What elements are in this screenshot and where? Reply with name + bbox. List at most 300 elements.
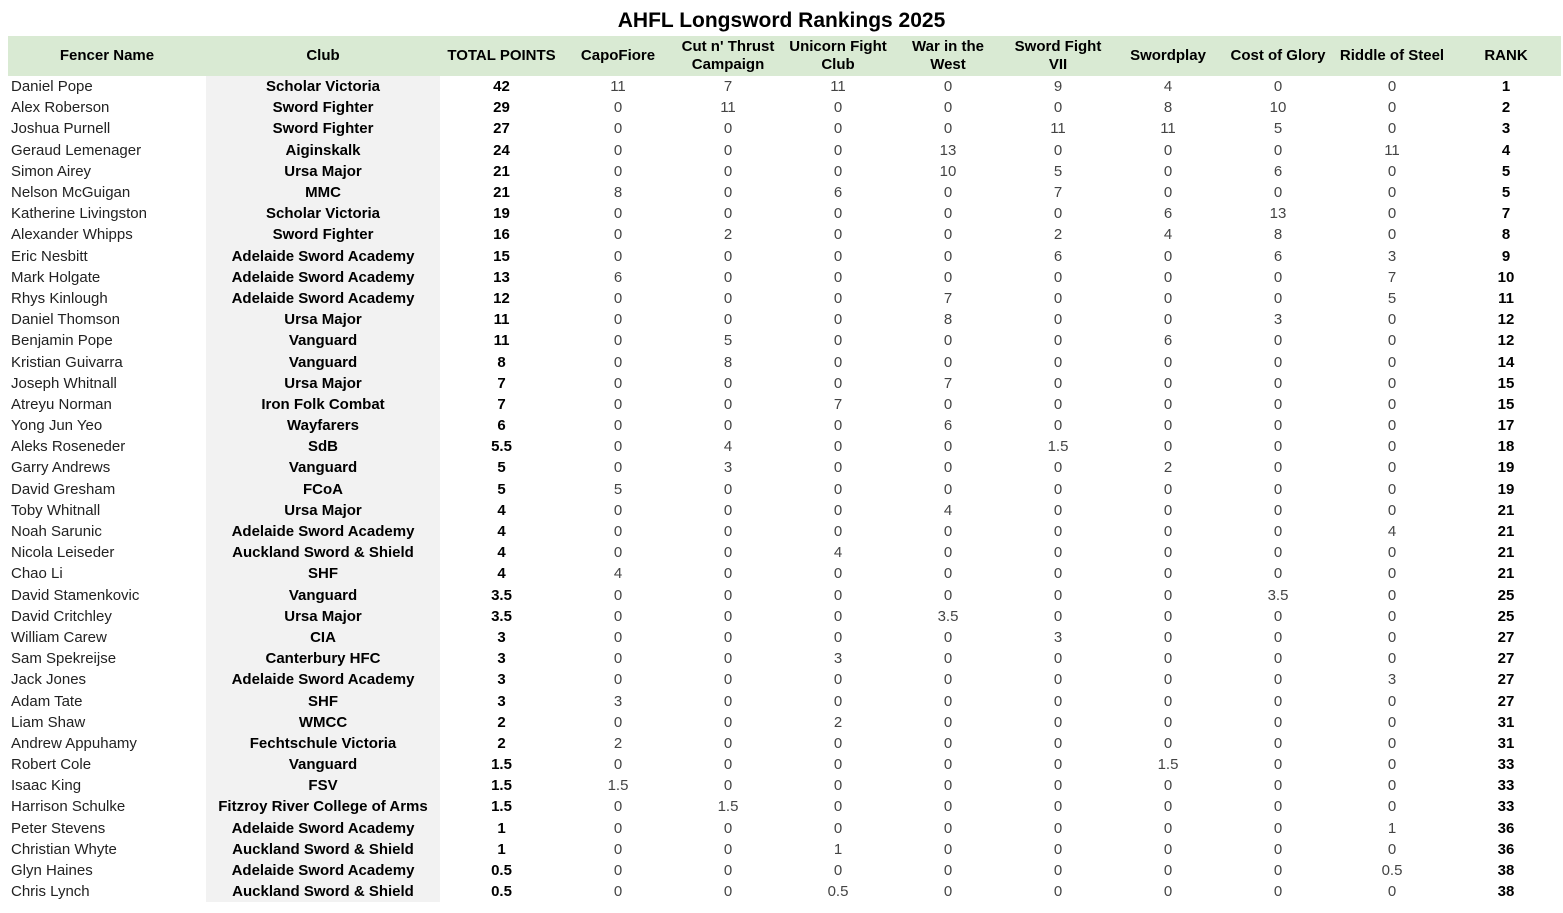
- total-points-cell: 0.5: [491, 883, 512, 901]
- event-score-cell: 0: [1163, 713, 1173, 731]
- club-cell: Fitzroy River College of Arms: [206, 796, 440, 817]
- event-score-cell: 0: [833, 268, 843, 286]
- club-cell: SHF: [206, 690, 440, 711]
- event-score-cell: 0: [1273, 565, 1283, 583]
- total-points-cell: 6: [497, 417, 506, 435]
- event-score-cell: 0: [1273, 501, 1283, 519]
- event-score-cell: 4: [1387, 523, 1397, 541]
- event-score-cell: 0: [943, 840, 953, 858]
- event-score-cell: 10: [939, 162, 957, 180]
- event-score-cell: 0: [1053, 671, 1063, 689]
- rank-cell: 1: [1501, 78, 1511, 96]
- event-score-cell: 7: [943, 289, 953, 307]
- total-points-cell: 1: [497, 840, 506, 858]
- rank-cell: 5: [1501, 162, 1511, 180]
- total-points-cell: 3: [497, 692, 506, 710]
- event-score-cell: 0: [1053, 141, 1063, 159]
- total-points-cell: 5.5: [491, 438, 512, 456]
- fencer-name-cell: Aleks Roseneder: [11, 438, 126, 456]
- table-row: [8, 818, 1561, 839]
- event-score-cell: 0: [943, 480, 953, 498]
- table-row: [8, 712, 1561, 733]
- event-score-cell: 2: [1163, 459, 1173, 477]
- event-score-cell: 10: [1269, 99, 1287, 117]
- event-score-cell: 0: [1163, 607, 1173, 625]
- event-score-cell: 0: [833, 353, 843, 371]
- event-score-cell: 0: [613, 798, 623, 816]
- event-score-cell: 0: [833, 99, 843, 117]
- event-score-cell: 0.5: [827, 883, 849, 901]
- event-score-cell: 0: [723, 289, 733, 307]
- event-score-cell: 0: [943, 523, 953, 541]
- club-cell: Adelaide Sword Academy: [206, 267, 440, 288]
- total-points-cell: 2: [497, 734, 506, 752]
- event-score-cell: 11: [610, 78, 626, 96]
- table-row: [8, 436, 1561, 457]
- fencer-name-cell: David Critchley: [11, 607, 112, 625]
- event-score-cell: 0: [943, 586, 953, 604]
- event-score-cell: 0: [1053, 883, 1063, 901]
- club-cell: Vanguard: [206, 585, 440, 606]
- table-row: [8, 97, 1561, 118]
- event-score-cell: 3: [1273, 311, 1283, 329]
- rank-cell: 15: [1497, 374, 1515, 392]
- event-score-cell: 0: [613, 544, 623, 562]
- club-cell: Scholar Victoria: [206, 76, 440, 97]
- event-score-cell: 0: [1163, 734, 1173, 752]
- total-points-cell: 3.5: [491, 586, 512, 604]
- event-score-cell: 0: [613, 226, 623, 244]
- event-score-cell: 0: [1053, 353, 1063, 371]
- event-score-cell: 3: [613, 692, 623, 710]
- event-score-cell: 0: [1387, 777, 1397, 795]
- event-score-cell: 0: [723, 374, 733, 392]
- table-row: [8, 118, 1561, 139]
- event-score-cell: 0: [1273, 628, 1283, 646]
- event-score-cell: 4: [1163, 78, 1173, 96]
- rank-cell: 17: [1497, 417, 1515, 435]
- event-score-cell: 0: [1387, 734, 1397, 752]
- event-score-cell: 0: [833, 523, 843, 541]
- rank-cell: 21: [1497, 523, 1515, 541]
- fencer-name-cell: Garry Andrews: [11, 459, 111, 477]
- club-cell: Ursa Major: [206, 606, 440, 627]
- event-score-cell: 0: [833, 226, 843, 244]
- event-score-cell: 0: [1163, 650, 1173, 668]
- event-score-cell: 0: [1273, 184, 1283, 202]
- event-score-cell: 0: [1163, 374, 1173, 392]
- table-row: [8, 479, 1561, 500]
- club-cell: Ursa Major: [206, 373, 440, 394]
- table-row: [8, 373, 1561, 394]
- total-points-cell: 42: [493, 78, 510, 96]
- event-score-cell: 3.5: [1267, 586, 1289, 604]
- event-score-cell: 0: [613, 99, 623, 117]
- fencer-name-cell: David Stamenkovic: [11, 586, 140, 604]
- event-score-cell: 0: [613, 819, 623, 837]
- event-score-cell: 0: [1273, 734, 1283, 752]
- event-score-cell: 0: [1163, 141, 1173, 159]
- event-score-cell: 0: [943, 650, 953, 668]
- event-score-cell: 0: [1163, 438, 1173, 456]
- event-score-cell: 0: [1387, 120, 1397, 138]
- club-cell: Scholar Victoria: [206, 203, 440, 224]
- total-points-cell: 1: [497, 819, 506, 837]
- event-score-cell: 0: [723, 862, 733, 880]
- total-points-cell: 21: [493, 184, 510, 202]
- table-row: [8, 733, 1561, 754]
- event-score-cell: 6: [1163, 332, 1173, 350]
- fencer-name-cell: Robert Cole: [11, 756, 92, 774]
- event-score-cell: 0: [613, 501, 623, 519]
- rank-cell: 33: [1497, 777, 1515, 795]
- event-score-cell: 0: [723, 205, 733, 223]
- event-score-cell: 0: [1387, 628, 1397, 646]
- event-score-cell: 0: [1053, 374, 1063, 392]
- fencer-name-cell: Nicola Leiseder: [11, 544, 115, 562]
- total-points-cell: 24: [493, 141, 510, 159]
- event-score-cell: 0: [1387, 311, 1397, 329]
- event-score-cell: 0: [1273, 78, 1283, 96]
- event-score-cell: 0: [943, 247, 953, 265]
- event-score-cell: 0: [833, 459, 843, 477]
- event-score-cell: 0: [1053, 819, 1063, 837]
- event-score-cell: 0: [833, 586, 843, 604]
- event-score-cell: 0: [723, 840, 733, 858]
- event-score-cell: 0: [1273, 650, 1283, 668]
- event-score-cell: 4: [723, 438, 733, 456]
- column-header-riddle-of-steel: Riddle of Steel: [1333, 36, 1451, 76]
- column-header-fencer-name: Fencer Name: [8, 36, 206, 76]
- table-row: [8, 76, 1561, 97]
- event-score-cell: 2: [833, 713, 843, 731]
- club-cell: Auckland Sword & Shield: [206, 542, 440, 563]
- total-points-cell: 1.5: [491, 777, 512, 795]
- table-row: [8, 309, 1561, 330]
- event-score-cell: 0: [833, 141, 843, 159]
- event-score-cell: 0: [1163, 798, 1173, 816]
- club-cell: FSV: [206, 775, 440, 796]
- event-score-cell: 0: [1273, 756, 1283, 774]
- fencer-name-cell: Harrison Schulke: [11, 798, 126, 816]
- event-score-cell: 6: [943, 417, 953, 435]
- rank-cell: 7: [1501, 205, 1511, 223]
- event-score-cell: 0: [833, 332, 843, 350]
- event-score-cell: 0: [613, 607, 623, 625]
- event-score-cell: 0: [833, 628, 843, 646]
- event-score-cell: 0: [943, 395, 953, 413]
- table-row: [8, 627, 1561, 648]
- total-points-cell: 3: [497, 671, 506, 689]
- rank-cell: 33: [1497, 756, 1515, 774]
- column-header-unicorn-fight-club: Unicorn Fight Club: [783, 36, 893, 76]
- event-score-cell: 0: [723, 544, 733, 562]
- rank-cell: 31: [1497, 713, 1515, 731]
- event-score-cell: 0: [613, 840, 623, 858]
- event-score-cell: 0: [1163, 565, 1173, 583]
- total-points-cell: 13: [493, 268, 510, 286]
- club-cell: Canterbury HFC: [206, 648, 440, 669]
- event-score-cell: 11: [720, 99, 736, 117]
- table-row: [8, 224, 1561, 245]
- event-score-cell: 0: [1053, 332, 1063, 350]
- event-score-cell: 5: [1273, 120, 1283, 138]
- event-score-cell: 11: [1160, 120, 1176, 138]
- event-score-cell: 0: [1387, 607, 1397, 625]
- total-points-cell: 4: [497, 544, 506, 562]
- fencer-name-cell: Katherine Livingston: [11, 205, 147, 223]
- event-score-cell: 0: [1273, 332, 1283, 350]
- club-cell: FCoA: [206, 479, 440, 500]
- event-score-cell: 0: [1163, 819, 1173, 837]
- event-score-cell: 0: [943, 862, 953, 880]
- club-cell: Vanguard: [206, 330, 440, 351]
- event-score-cell: 0: [723, 247, 733, 265]
- event-score-cell: 0: [1273, 798, 1283, 816]
- event-score-cell: 0: [723, 311, 733, 329]
- event-score-cell: 7: [833, 395, 843, 413]
- event-score-cell: 0: [943, 353, 953, 371]
- event-score-cell: 0: [1053, 99, 1063, 117]
- event-score-cell: 4: [1163, 226, 1173, 244]
- event-score-cell: 0: [833, 607, 843, 625]
- fencer-name-cell: Sam Spekreijse: [11, 650, 117, 668]
- event-score-cell: 5: [723, 332, 733, 350]
- column-header-sword-fight-vii: Sword Fight VII: [1003, 36, 1113, 76]
- event-score-cell: 0: [723, 417, 733, 435]
- event-score-cell: 6: [833, 184, 843, 202]
- event-score-cell: 0: [1387, 565, 1397, 583]
- fencer-name-cell: Rhys Kinlough: [11, 289, 108, 307]
- fencer-name-cell: Isaac King: [11, 777, 82, 795]
- event-score-cell: 0: [1053, 650, 1063, 668]
- event-score-cell: 0: [1273, 395, 1283, 413]
- column-header-club: Club: [206, 36, 440, 76]
- event-score-cell: 0: [943, 798, 953, 816]
- event-score-cell: 0: [1273, 862, 1283, 880]
- event-score-cell: 7: [723, 78, 733, 96]
- table-row: [8, 182, 1561, 203]
- total-points-cell: 1.5: [491, 798, 512, 816]
- event-score-cell: 0: [943, 565, 953, 583]
- event-score-cell: 8: [723, 353, 733, 371]
- club-cell: WMCC: [206, 712, 440, 733]
- rank-cell: 38: [1497, 862, 1515, 880]
- event-score-cell: 0: [723, 819, 733, 837]
- event-score-cell: 0: [723, 162, 733, 180]
- column-header-capofiore: CapoFiore: [563, 36, 673, 76]
- event-score-cell: 0: [1053, 289, 1063, 307]
- event-score-cell: 0: [1163, 586, 1173, 604]
- club-cell: Sword Fighter: [206, 97, 440, 118]
- table-row: [8, 563, 1561, 584]
- event-score-cell: 0: [833, 501, 843, 519]
- event-score-cell: 0: [613, 756, 623, 774]
- event-score-cell: 0: [1273, 607, 1283, 625]
- event-score-cell: 1.5: [1047, 438, 1069, 456]
- event-score-cell: 0: [1163, 395, 1173, 413]
- event-score-cell: 0: [613, 353, 623, 371]
- event-score-cell: 0: [723, 883, 733, 901]
- table-row: [8, 288, 1561, 309]
- rank-cell: 31: [1497, 734, 1515, 752]
- event-score-cell: 0: [723, 184, 733, 202]
- table-row: [8, 457, 1561, 478]
- rank-cell: 21: [1497, 544, 1515, 562]
- event-score-cell: 0: [1273, 459, 1283, 477]
- event-score-cell: 0: [833, 798, 843, 816]
- fencer-name-cell: Chris Lynch: [11, 883, 90, 901]
- table-row: [8, 881, 1561, 902]
- event-score-cell: 0: [1053, 798, 1063, 816]
- event-score-cell: 7: [1053, 184, 1063, 202]
- event-score-cell: 3: [833, 650, 843, 668]
- event-score-cell: 0: [1387, 353, 1397, 371]
- table-row: [8, 394, 1561, 415]
- club-cell: Sword Fighter: [206, 118, 440, 139]
- total-points-cell: 16: [493, 226, 510, 244]
- event-score-cell: 0: [1053, 205, 1063, 223]
- event-score-cell: 0: [723, 586, 733, 604]
- event-score-cell: 7: [1387, 268, 1397, 286]
- rank-cell: 19: [1497, 480, 1515, 498]
- event-score-cell: 0: [613, 247, 623, 265]
- total-points-cell: 21: [493, 162, 510, 180]
- event-score-cell: 8: [1273, 226, 1283, 244]
- event-score-cell: 0: [1387, 226, 1397, 244]
- event-score-cell: 0: [613, 883, 623, 901]
- event-score-cell: 0: [1053, 565, 1063, 583]
- club-cell: Auckland Sword & Shield: [206, 839, 440, 860]
- rankings-table: [8, 36, 1561, 902]
- fencer-name-cell: Toby Whitnall: [11, 501, 101, 519]
- event-score-cell: 0: [723, 692, 733, 710]
- event-score-cell: 0: [1273, 840, 1283, 858]
- event-score-cell: 0: [723, 628, 733, 646]
- event-score-cell: 0: [1273, 268, 1283, 286]
- event-score-cell: 0: [1163, 862, 1173, 880]
- table-row: [8, 775, 1561, 796]
- event-score-cell: 0: [723, 480, 733, 498]
- event-score-cell: 5: [1387, 289, 1397, 307]
- club-cell: Sword Fighter: [206, 224, 440, 245]
- event-score-cell: 0: [833, 819, 843, 837]
- column-header-cost-of-glory: Cost of Glory: [1223, 36, 1333, 76]
- rank-cell: 19: [1497, 459, 1515, 477]
- total-points-cell: 3: [497, 628, 506, 646]
- table-row: [8, 796, 1561, 817]
- event-score-cell: 0: [833, 480, 843, 498]
- table-row: [8, 500, 1561, 521]
- event-score-cell: 0: [613, 205, 623, 223]
- event-score-cell: 0: [1387, 586, 1397, 604]
- event-score-cell: 0: [1163, 162, 1173, 180]
- event-score-cell: 0: [1053, 311, 1063, 329]
- event-score-cell: 0: [1387, 162, 1397, 180]
- column-header-rank: RANK: [1451, 36, 1561, 76]
- event-score-cell: 0: [613, 438, 623, 456]
- event-score-cell: 6: [613, 268, 623, 286]
- event-score-cell: 0: [613, 459, 623, 477]
- event-score-cell: 3: [1387, 671, 1397, 689]
- club-cell: Wayfarers: [206, 415, 440, 436]
- rank-cell: 2: [1501, 99, 1511, 117]
- club-cell: Fechtschule Victoria: [206, 733, 440, 754]
- event-score-cell: 0: [943, 777, 953, 795]
- event-score-cell: 8: [613, 184, 623, 202]
- event-score-cell: 0: [943, 819, 953, 837]
- total-points-cell: 12: [493, 289, 510, 307]
- event-score-cell: 0: [833, 374, 843, 392]
- event-score-cell: 0: [613, 586, 623, 604]
- rank-cell: 10: [1497, 268, 1515, 286]
- column-header-total-points: TOTAL POINTS: [440, 36, 563, 76]
- club-cell: Aiginskalk: [206, 140, 440, 161]
- event-score-cell: 0: [1163, 247, 1173, 265]
- event-score-cell: 0: [723, 756, 733, 774]
- event-score-cell: 0: [613, 713, 623, 731]
- table-row: [8, 542, 1561, 563]
- club-cell: Adelaide Sword Academy: [206, 860, 440, 881]
- event-score-cell: 0: [943, 78, 953, 96]
- event-score-cell: 0: [943, 226, 953, 244]
- fencer-name-cell: Mark Holgate: [11, 268, 101, 286]
- event-score-cell: 0: [723, 607, 733, 625]
- fencer-name-cell: Peter Stevens: [11, 819, 106, 837]
- rank-cell: 9: [1501, 247, 1511, 265]
- table-row: [8, 648, 1561, 669]
- table-row: [8, 330, 1561, 351]
- rank-cell: 21: [1497, 565, 1515, 583]
- total-points-cell: 4: [497, 523, 506, 541]
- event-score-cell: 2: [1053, 226, 1063, 244]
- event-score-cell: 0: [1053, 544, 1063, 562]
- event-score-cell: 3: [1387, 247, 1397, 265]
- event-score-cell: 0: [943, 120, 953, 138]
- event-score-cell: 0: [1387, 205, 1397, 223]
- club-cell: SHF: [206, 563, 440, 584]
- event-score-cell: 9: [1053, 78, 1063, 96]
- event-score-cell: 2: [613, 734, 623, 752]
- club-cell: CIA: [206, 627, 440, 648]
- rank-cell: 25: [1497, 607, 1515, 625]
- event-score-cell: 7: [943, 374, 953, 392]
- event-score-cell: 0: [1053, 268, 1063, 286]
- total-points-cell: 4: [497, 565, 506, 583]
- event-score-cell: 0: [613, 332, 623, 350]
- fencer-name-cell: Benjamin Pope: [11, 332, 113, 350]
- event-score-cell: 0: [833, 671, 843, 689]
- event-score-cell: 0: [1387, 798, 1397, 816]
- table-body: [8, 76, 1561, 902]
- event-score-cell: 0: [1387, 417, 1397, 435]
- event-score-cell: 0: [613, 311, 623, 329]
- event-score-cell: 0: [1387, 883, 1397, 901]
- fencer-name-cell: Kristian Guivarra: [11, 353, 123, 371]
- total-points-cell: 8: [497, 353, 506, 371]
- total-points-cell: 7: [497, 374, 506, 392]
- table-row: [8, 860, 1561, 881]
- fencer-name-cell: Daniel Pope: [11, 78, 93, 96]
- event-score-cell: 0: [833, 862, 843, 880]
- rank-cell: 27: [1497, 692, 1515, 710]
- event-score-cell: 0.5: [1381, 862, 1403, 880]
- event-score-cell: 0: [1163, 628, 1173, 646]
- table-row: [8, 203, 1561, 224]
- fencer-name-cell: Alex Roberson: [11, 99, 110, 117]
- rank-cell: 12: [1497, 311, 1515, 329]
- fencer-name-cell: Atreyu Norman: [11, 395, 112, 413]
